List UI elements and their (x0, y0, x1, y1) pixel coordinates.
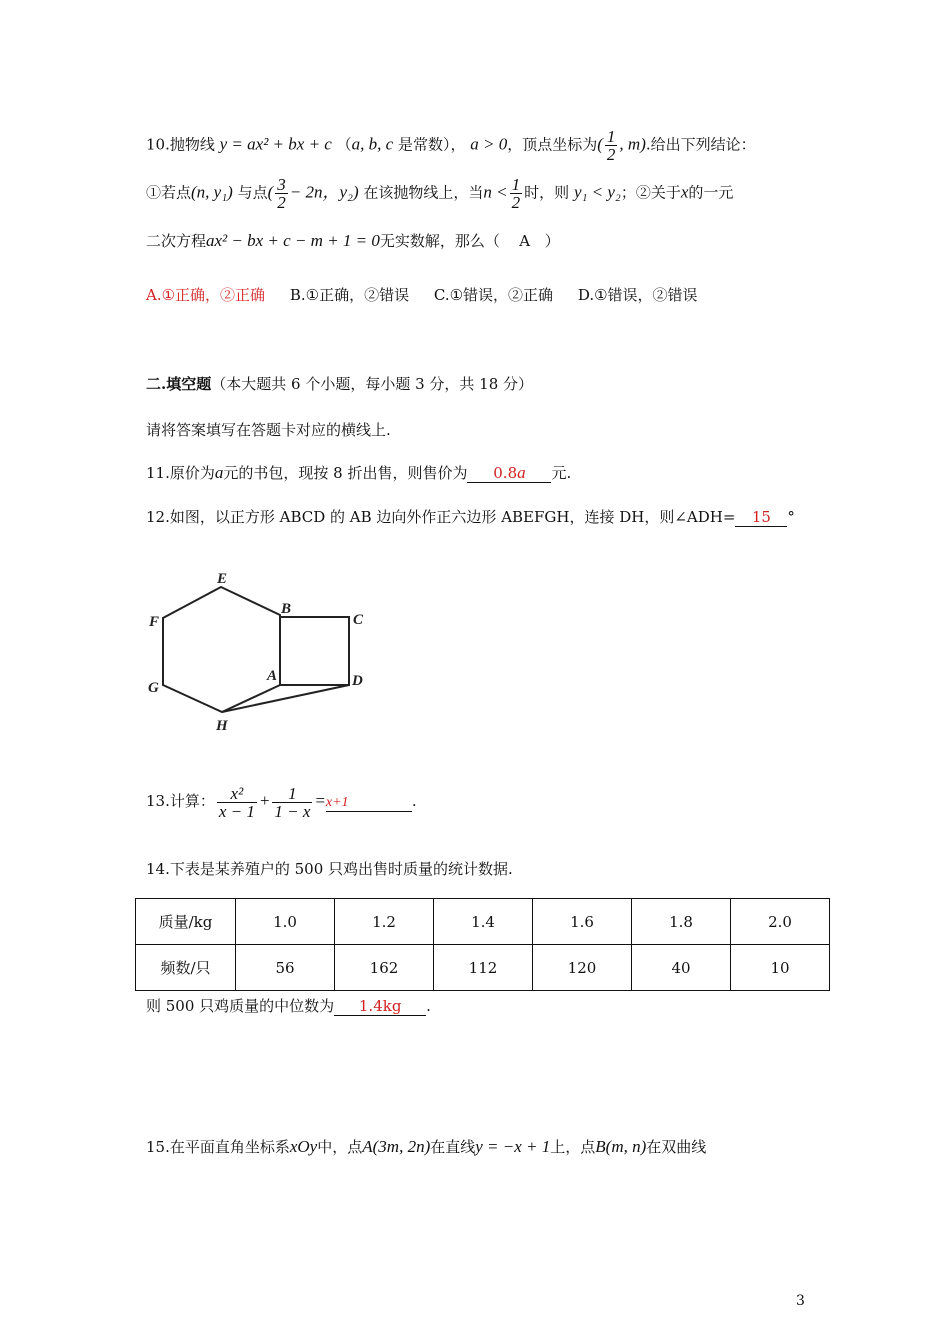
table-row: 质量/kg 1.0 1.2 1.4 1.6 1.8 2.0 (136, 899, 830, 945)
q15: 15.在平面直角坐标系xOy中，点A(3m, 2n)在直线y = −x + 1上，点B(m, n)在双曲线 (146, 1137, 707, 1156)
q10-point-fraction: $\frac{3}{2}$ (277, 175, 286, 212)
page-number: 3 (796, 1293, 805, 1309)
q10-prefix: 10.抛物线 (146, 135, 215, 154)
section-instruction: 请将答案填写在答题卡对应的横线上. (146, 421, 391, 439)
q13: 13.计算： $\frac{\text{x²}}{x - 1}$ + $\frac{1}{1 - x}$ =x+1 . (146, 783, 417, 821)
label-h: H (216, 718, 228, 734)
q13-fraction-2: $\frac{1}{1 - x}$ (274, 783, 311, 821)
hexagon-square-figure (145, 560, 385, 738)
q11: 11.原价为a元的书包，现按 8 折出售，则售价为 0.8a 元. (146, 463, 572, 482)
q12: 12.如图，以正方形 ABCD 的 AB 边向外作正六边形 ABEFGH，连接 DH，则∠ADH= 15 ° (146, 508, 795, 526)
section-title: 二.填空题 (146, 375, 212, 393)
q13-fraction-1: $\frac{\text{x²}}{x - 1}$ (218, 783, 255, 821)
q10-option-b: B.①正确，②错误 (289, 286, 410, 304)
label-e: E (217, 571, 228, 587)
q10-vertex-fraction: $\frac{1}{2}$ (606, 127, 616, 164)
label-g: G (148, 680, 159, 696)
q10-a-condition: a > 0 (470, 134, 508, 154)
label-d: D (352, 673, 363, 689)
q10-option-a: A.①正确，②正确 (146, 286, 266, 304)
hexagon-shape (163, 587, 280, 712)
q10-line3: 二次方程ax² − bx + c − m + 1 = 0无实数解，那么（ A ） (146, 231, 560, 250)
segment-dh (222, 685, 349, 712)
q10-option-c: C.①错误，②正确 (433, 286, 554, 304)
q14-table (135, 898, 830, 991)
section-header (146, 373, 533, 395)
q14-text: 14.下表是某养殖户的 500 只鸡出售时质量的统计数据. (146, 860, 513, 878)
q10-option-d: D.①错误，②错误 (577, 286, 698, 304)
q10-n-fraction: $\frac{1}{2}$ (511, 175, 521, 212)
q14-median: 则 500 只鸡质量的中位数为 1.4kg . (146, 997, 431, 1015)
label-f: F (149, 614, 160, 630)
q10-options (146, 284, 698, 306)
section-note: （本大题共 6 个小题，每小题 3 分，共 18 分） (211, 375, 534, 393)
q10-equation: y = ax² + bx + c (219, 134, 332, 154)
square-shape (280, 617, 349, 685)
q10-answer: A (519, 232, 531, 250)
q12-answer-blank: 15 (735, 509, 787, 527)
label-a: A (267, 668, 278, 684)
q10-line1: 10.抛物线 y = ax² + bx + c （a, b, c 是常数）， a > 0，顶点坐标为( $\frac{1}{2}$ , m).给出下列结论： (146, 127, 756, 164)
q14-answer-blank: 1.4kg (334, 998, 426, 1016)
label-b: B (281, 601, 292, 617)
table-row: 频数/只 56 162 112 120 40 10 (136, 945, 830, 991)
label-c: C (353, 612, 364, 628)
q10-line2: ①若点(n, y₁) 与点( $\frac{3}{2}$ − 2n，y₂) 在该抛物线上，当n < $\frac{1}{2}$ 时，则 y₁ < y₂；②关于x的一元 (146, 175, 734, 212)
q11-answer-blank: 0.8a (467, 464, 551, 483)
q13-answer-blank: x+1 (326, 793, 412, 812)
